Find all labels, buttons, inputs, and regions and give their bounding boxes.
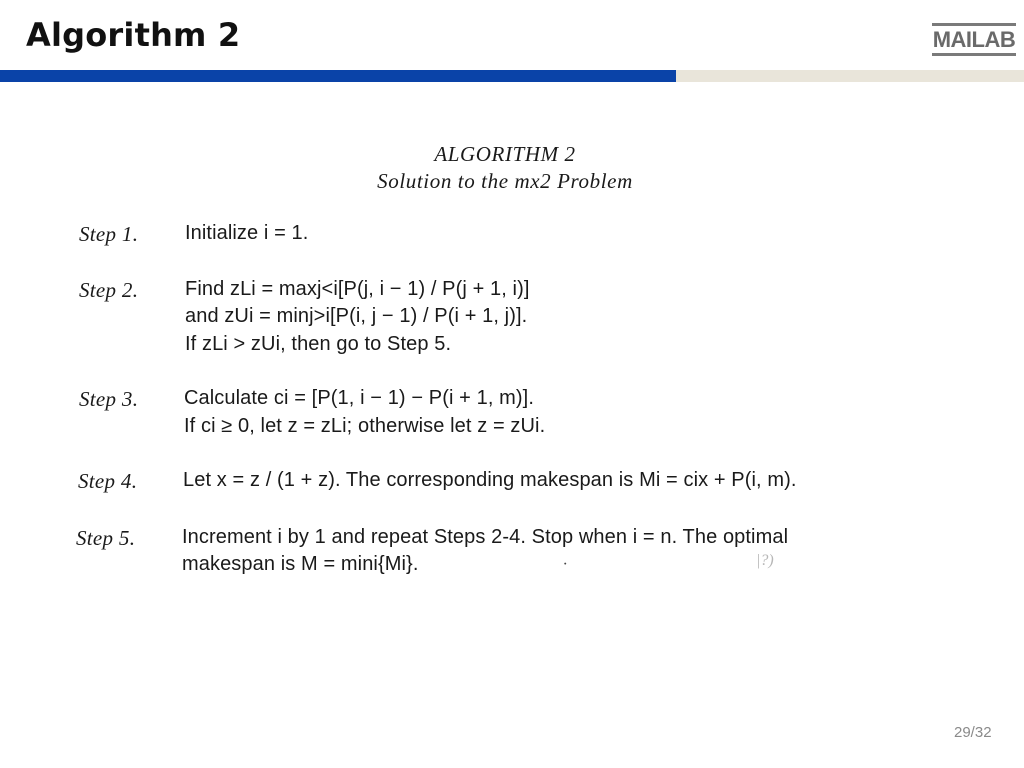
step-3-line-1: Calculate ci = [P(1, i − 1) − P(i + 1, m)]. [184,387,534,409]
logo-text: MAILAB [932,27,1016,52]
step-2-line-2: and zUi = minj>i[P(i, j − 1) / P(i + 1, j)]. [185,305,528,327]
step-5-line-2: makespan is M = mini{Mi}. [182,553,419,575]
step-4-line-1: Let x = z / (1 + z). The corresponding makespan is Mi = cix + P(i, m). [183,469,797,491]
step-1-label: Step 1. [79,222,139,246]
scan-dot: · [563,556,567,573]
algorithm-title: ALGORITHM 2 [434,142,576,166]
step-1-text: Initialize i = 1. [185,222,309,244]
algorithm-subtitle: Solution to the mx2 Problem [377,169,633,193]
step-5-label: Step 5. [76,526,136,550]
step-2-label: Step 2. [79,278,139,302]
step-2-line-1: Find zLi = maxj<i[P(j, i − 1) / P(j + 1, i)] [185,278,530,300]
step-3-line-2: If ci ≥ 0, let z = zLi; otherwise let z = zUi. [184,415,546,437]
step-1-line-1 [185,222,308,245]
scan-handwritten-mark: |?) [756,552,774,569]
step-3-label: Step 3. [79,387,139,411]
step-5-line-1: Increment i by 1 and repeat Steps 2-4. Stop when i = n. The optimal [182,526,789,548]
step-2-line-3: If zLi > zUi, then go to Step 5. [185,333,452,355]
slide-title: Algorithm 2 [26,16,241,54]
step-4-label: Step 4. [78,469,138,493]
page-number: 29/32 [954,724,992,741]
